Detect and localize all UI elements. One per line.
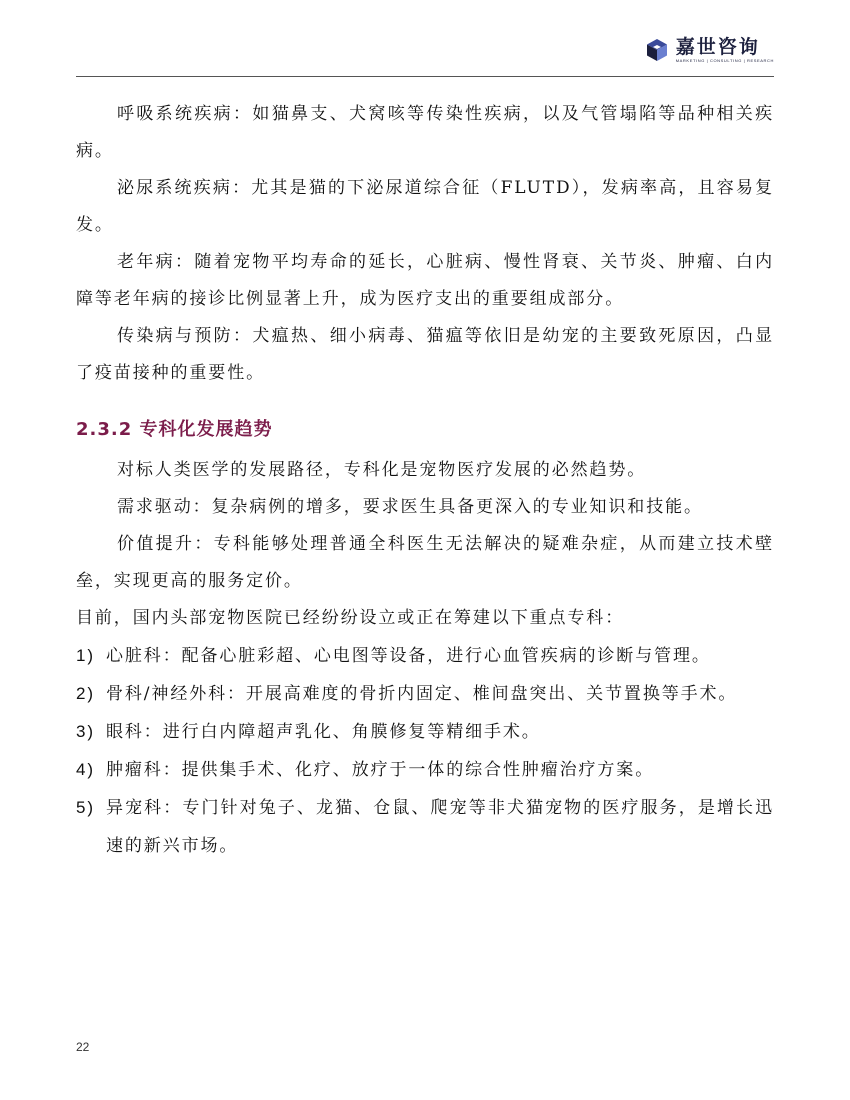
paragraph: 传染病与预防：犬瘟热、细小病毒、猫瘟等依旧是幼宠的主要致死原因，凸显了疫苗接种的重要性。 bbox=[76, 326, 774, 383]
section-heading: 2.3.2 专科化发展趋势 bbox=[76, 419, 273, 440]
paragraph: 呼吸系统疾病：如猫鼻支、犬窝咳等传染性疾病，以及气管塌陷等品种相关疾病。 bbox=[76, 104, 774, 161]
list-item bbox=[76, 675, 774, 713]
list-item-text: 异宠科：专门针对兔子、龙猫、仓鼠、爬宠等非犬猫宠物的医疗服务，是增长迅速的新兴市场。 bbox=[106, 798, 774, 856]
list-item-text: 肿瘤科：提供集手术、化疗、放疗于一体的综合性肿瘤治疗方案。 bbox=[106, 760, 655, 780]
paragraph: 价值提升：专科能够处理普通全科医生无法解决的疑难杂症，从而建立技术壁垒，实现更高的服务定价。 bbox=[76, 534, 774, 591]
list-item-text: 眼科：进行白内障超声乳化、角膜修复等精细手术。 bbox=[106, 722, 541, 742]
paragraph: 老年病：随着宠物平均寿命的延长，心脏病、慢性肾衰、关节炎、肿瘤、白内障等老年病的接诊比例显著上升，成为医疗支出的重要组成部分。 bbox=[76, 252, 774, 309]
list-item-number: 4) bbox=[76, 760, 95, 779]
cube-logo-icon bbox=[644, 37, 670, 63]
list-item-number: 5) bbox=[76, 798, 95, 817]
company-logo bbox=[644, 36, 774, 64]
paragraph: 泌尿系统疾病：尤其是猫的下泌尿道综合征（FLUTD），发病率高，且容易复发。 bbox=[76, 178, 774, 235]
list-item-number: 3) bbox=[76, 722, 95, 741]
page-header bbox=[76, 30, 774, 77]
list-item-number: 2) bbox=[76, 684, 95, 703]
list-item bbox=[76, 637, 774, 675]
logo-tagline: MARKETING | CONSULTING | RESEARCH bbox=[675, 58, 774, 63]
list-item bbox=[76, 713, 774, 751]
list-item bbox=[76, 751, 774, 789]
page-number: 22 bbox=[76, 1040, 90, 1054]
list-item-text: 心脏科：配备心脏彩超、心电图等设备，进行心血管疾病的诊断与管理。 bbox=[106, 646, 711, 666]
list-intro: 目前，国内头部宠物医院已经纷纷设立或正在筹建以下重点专科： bbox=[76, 608, 625, 628]
list-item-number: 1) bbox=[76, 646, 95, 665]
specialty-list bbox=[76, 637, 774, 865]
logo-name: 嘉世咨询 bbox=[675, 36, 760, 58]
page-body bbox=[76, 96, 774, 865]
list-item bbox=[76, 789, 774, 865]
list-item-text: 骨科/神经外科：开展高难度的骨折内固定、椎间盘突出、关节置换等手术。 bbox=[106, 684, 738, 704]
paragraph: 对标人类医学的发展路径，专科化是宠物医疗发展的必然趋势。 bbox=[117, 460, 647, 480]
paragraph: 需求驱动：复杂病例的增多，要求医生具备更深入的专业知识和技能。 bbox=[117, 497, 703, 517]
